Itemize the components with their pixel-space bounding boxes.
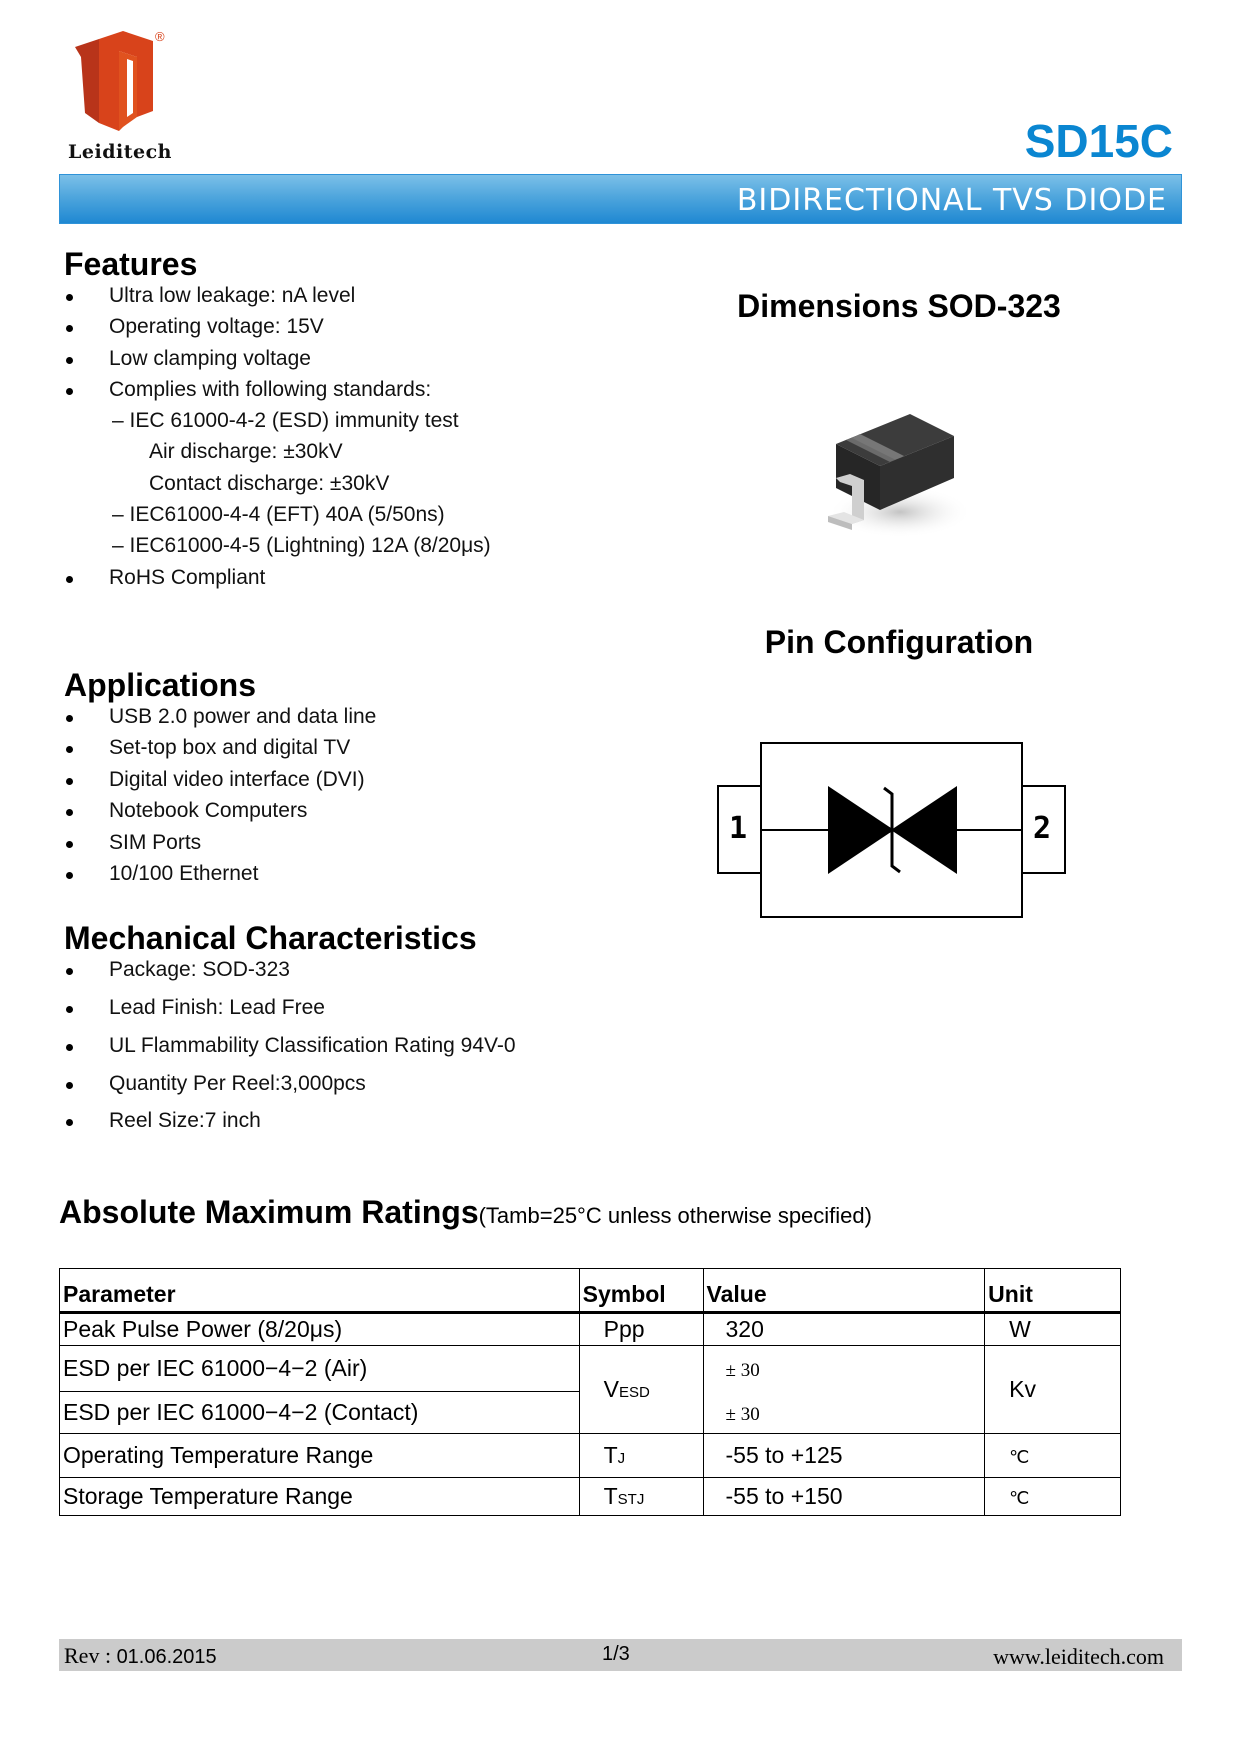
bullet-icon xyxy=(66,968,73,975)
standard-item: – IEC 61000-4-2 (ESD) immunity test xyxy=(112,409,459,432)
product-type-title: BIDIRECTIONAL TVS DIODE xyxy=(736,183,1167,218)
value-cell: 320 xyxy=(703,1313,985,1346)
bullet-icon xyxy=(66,841,73,848)
unit-cell: W xyxy=(985,1313,1121,1346)
standard-detail: Contact discharge: ±30kV xyxy=(149,472,390,495)
bullet-icon xyxy=(66,715,73,722)
pin-configuration-diagram xyxy=(714,738,1070,922)
pin1-label: 1 xyxy=(729,811,748,846)
pin2-label: 2 xyxy=(1033,811,1052,846)
pin-configuration-title: Pin Configuration xyxy=(764,624,1034,660)
page-footer xyxy=(59,1639,1182,1671)
ratings-heading: Absolute Maximum Ratings xyxy=(59,1194,479,1230)
features-heading: Features xyxy=(64,246,198,282)
table-header-row xyxy=(60,1269,1121,1313)
unit-cell: Kv xyxy=(985,1346,1121,1434)
symbol-cell: VESD xyxy=(579,1346,703,1434)
table-row xyxy=(60,1346,1121,1392)
website-link[interactable]: www.leiditech.com xyxy=(993,1644,1164,1669)
parameter-cell: ESD per IEC 61000−4−2 (Air) xyxy=(60,1346,580,1392)
column-header: Value xyxy=(703,1269,985,1313)
parameter-cell: Storage Temperature Range xyxy=(60,1478,580,1516)
value-cell: ± 30 xyxy=(703,1392,985,1434)
bullet-icon xyxy=(66,388,73,395)
bullet-icon xyxy=(66,294,73,301)
symbol-cell: TJ xyxy=(579,1434,703,1478)
table-row xyxy=(60,1478,1121,1516)
standard-item: – IEC61000-4-5 (Lightning) 12A (8/20μs) xyxy=(112,534,491,557)
value-cell: ± 30 xyxy=(703,1346,985,1392)
standard-detail: Air discharge: ±30kV xyxy=(149,440,343,463)
ratings-table xyxy=(59,1268,1121,1516)
bullet-icon xyxy=(66,1119,73,1126)
bullet-icon xyxy=(66,872,73,879)
table-row xyxy=(60,1434,1121,1478)
bullet-icon xyxy=(66,1006,73,1013)
revision: Rev : 01.06.2015 xyxy=(64,1643,217,1668)
logo-wordmark: Leiditech xyxy=(68,141,172,163)
bullet-icon xyxy=(66,809,73,816)
bullet-icon xyxy=(66,1082,73,1089)
mechanical-heading: Mechanical Characteristics xyxy=(64,920,477,956)
bullet-icon xyxy=(66,576,73,583)
diode-right-icon xyxy=(891,786,957,874)
parameter-cell: ESD per IEC 61000−4−2 (Contact) xyxy=(60,1392,580,1434)
ratings-note: (Tamb=25°C unless otherwise specified) xyxy=(478,1203,872,1228)
value-cell: -55 to +125 xyxy=(703,1434,985,1478)
parameter-cell: Operating Temperature Range xyxy=(60,1434,580,1478)
page-number: 1/3 xyxy=(602,1643,630,1665)
part-number: SD15C xyxy=(1024,115,1173,167)
registered-mark: ® xyxy=(155,29,165,44)
sod323-package-image xyxy=(820,400,980,550)
ratings-heading-row xyxy=(59,1194,872,1231)
bullet-icon xyxy=(66,778,73,785)
bullet-icon xyxy=(66,325,73,332)
company-logo xyxy=(59,23,180,165)
bullet-icon xyxy=(66,357,73,364)
unit-cell: ℃ xyxy=(985,1434,1121,1478)
unit-cell: ℃ xyxy=(985,1478,1121,1516)
standard-item: – IEC61000-4-4 (EFT) 40A (5/50ns) xyxy=(112,503,445,526)
bullet-icon xyxy=(66,746,73,753)
revision-date: 01.06.2015 xyxy=(116,1646,217,1668)
dimensions-title: Dimensions SOD-323 xyxy=(737,288,1061,324)
column-header: Unit xyxy=(985,1269,1121,1313)
title-bar xyxy=(59,174,1182,224)
column-header: Symbol xyxy=(579,1269,703,1313)
bullet-icon xyxy=(66,1044,73,1051)
symbol-cell: Ppp xyxy=(579,1313,703,1346)
diode-left-icon xyxy=(828,786,894,874)
symbol-cell: TSTJ xyxy=(579,1478,703,1516)
parameter-cell: Peak Pulse Power (8/20μs) xyxy=(60,1313,580,1346)
value-cell: -55 to +150 xyxy=(703,1478,985,1516)
table-row xyxy=(60,1313,1121,1346)
column-header: Parameter xyxy=(60,1269,580,1313)
applications-heading: Applications xyxy=(64,667,257,703)
